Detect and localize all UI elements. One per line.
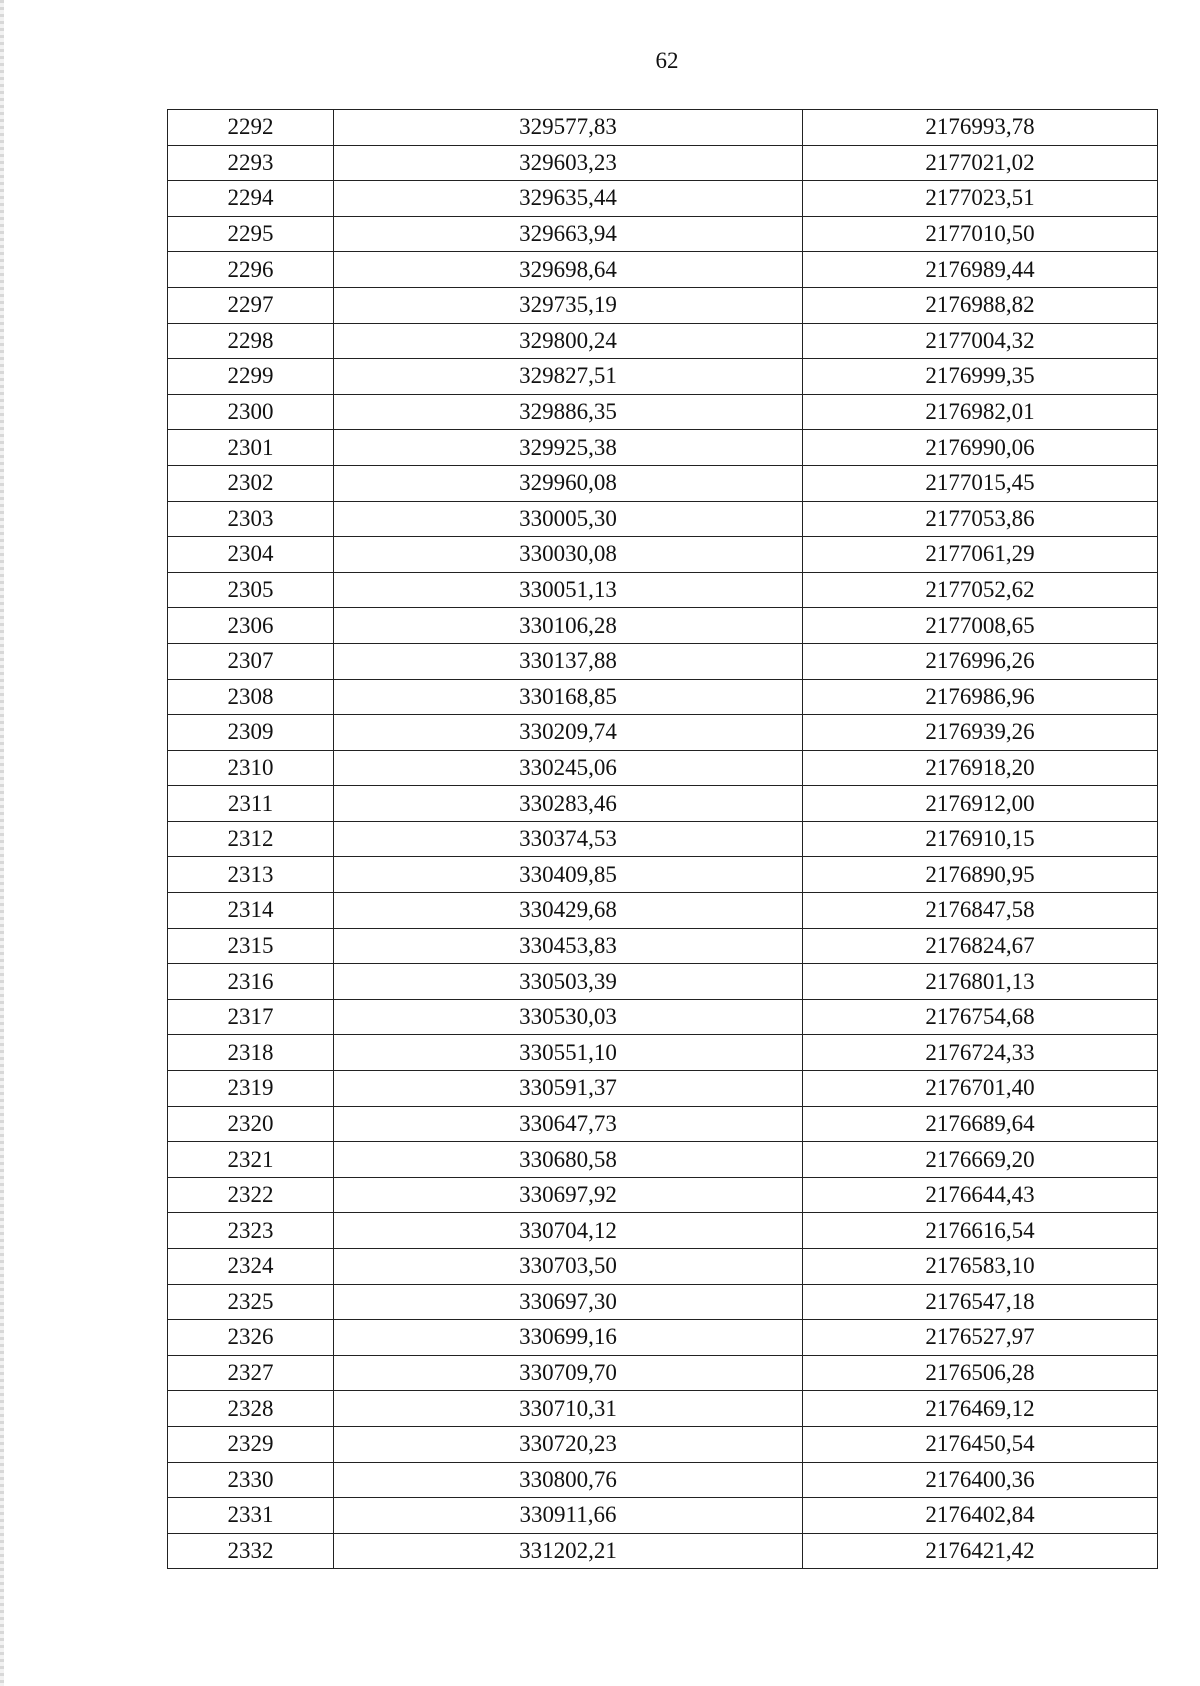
point-number-cell: 2314 — [168, 893, 334, 929]
table-row — [168, 501, 1158, 537]
x-coordinate-cell: 330699,16 — [334, 1320, 803, 1356]
point-number-cell: 2329 — [168, 1426, 334, 1462]
x-coordinate-cell: 330680,58 — [334, 1142, 803, 1178]
coordinates-table-body — [168, 110, 1158, 1569]
x-coordinate-cell: 330591,37 — [334, 1071, 803, 1107]
point-number-cell: 2298 — [168, 323, 334, 359]
x-coordinate-cell: 330530,03 — [334, 999, 803, 1035]
x-coordinate-cell: 329886,35 — [334, 394, 803, 430]
x-coordinate-cell: 330697,30 — [334, 1284, 803, 1320]
table-row — [168, 216, 1158, 252]
y-coordinate-cell: 2176989,44 — [803, 252, 1158, 288]
y-coordinate-cell: 2176996,26 — [803, 643, 1158, 679]
point-number-cell: 2326 — [168, 1320, 334, 1356]
y-coordinate-cell: 2176421,42 — [803, 1533, 1158, 1569]
x-coordinate-cell: 329663,94 — [334, 216, 803, 252]
x-coordinate-cell: 330503,39 — [334, 964, 803, 1000]
table-row — [168, 857, 1158, 893]
point-number-cell: 2309 — [168, 715, 334, 751]
point-number-cell: 2330 — [168, 1462, 334, 1498]
scan-edge — [0, 0, 4, 1686]
x-coordinate-cell: 329603,23 — [334, 145, 803, 181]
y-coordinate-cell: 2176990,06 — [803, 430, 1158, 466]
table-row — [168, 608, 1158, 644]
y-coordinate-cell: 2176910,15 — [803, 821, 1158, 857]
table-row — [168, 1355, 1158, 1391]
y-coordinate-cell: 2176912,00 — [803, 786, 1158, 822]
y-coordinate-cell: 2176724,33 — [803, 1035, 1158, 1071]
y-coordinate-cell: 2176506,28 — [803, 1355, 1158, 1391]
x-coordinate-cell: 330703,50 — [334, 1249, 803, 1285]
point-number-cell: 2297 — [168, 287, 334, 323]
table-row — [168, 1142, 1158, 1178]
y-coordinate-cell: 2177052,62 — [803, 572, 1158, 608]
table-row — [168, 1177, 1158, 1213]
y-coordinate-cell: 2177061,29 — [803, 537, 1158, 573]
y-coordinate-cell: 2176982,01 — [803, 394, 1158, 430]
x-coordinate-cell: 330710,31 — [334, 1391, 803, 1427]
x-coordinate-cell: 330374,53 — [334, 821, 803, 857]
table-row — [168, 359, 1158, 395]
y-coordinate-cell: 2176993,78 — [803, 110, 1158, 146]
table-row — [168, 1071, 1158, 1107]
table-row — [168, 679, 1158, 715]
table-row — [168, 999, 1158, 1035]
table-row — [168, 430, 1158, 466]
y-coordinate-cell: 2176400,36 — [803, 1462, 1158, 1498]
x-coordinate-cell: 329827,51 — [334, 359, 803, 395]
point-number-cell: 2300 — [168, 394, 334, 430]
table-row — [168, 1106, 1158, 1142]
x-coordinate-cell: 329577,83 — [334, 110, 803, 146]
point-number-cell: 2313 — [168, 857, 334, 893]
table-row — [168, 1249, 1158, 1285]
y-coordinate-cell: 2177023,51 — [803, 181, 1158, 217]
x-coordinate-cell: 329698,64 — [334, 252, 803, 288]
point-number-cell: 2327 — [168, 1355, 334, 1391]
table-row — [168, 715, 1158, 751]
y-coordinate-cell: 2176450,54 — [803, 1426, 1158, 1462]
point-number-cell: 2303 — [168, 501, 334, 537]
y-coordinate-cell: 2177053,86 — [803, 501, 1158, 537]
table-row — [168, 1035, 1158, 1071]
page-number: 62 — [655, 48, 679, 73]
point-number-cell: 2332 — [168, 1533, 334, 1569]
y-coordinate-cell: 2176547,18 — [803, 1284, 1158, 1320]
point-number-cell: 2310 — [168, 750, 334, 786]
y-coordinate-cell: 2177015,45 — [803, 465, 1158, 501]
x-coordinate-cell: 329925,38 — [334, 430, 803, 466]
table-row — [168, 572, 1158, 608]
x-coordinate-cell: 330005,30 — [334, 501, 803, 537]
point-number-cell: 2317 — [168, 999, 334, 1035]
point-number-cell: 2301 — [168, 430, 334, 466]
table-row — [168, 821, 1158, 857]
x-coordinate-cell: 330551,10 — [334, 1035, 803, 1071]
table-row — [168, 287, 1158, 323]
x-coordinate-cell: 330429,68 — [334, 893, 803, 929]
point-number-cell: 2328 — [168, 1391, 334, 1427]
x-coordinate-cell: 330245,06 — [334, 750, 803, 786]
table-row — [168, 1284, 1158, 1320]
x-coordinate-cell: 330709,70 — [334, 1355, 803, 1391]
y-coordinate-cell: 2176918,20 — [803, 750, 1158, 786]
x-coordinate-cell: 330106,28 — [334, 608, 803, 644]
point-number-cell: 2293 — [168, 145, 334, 181]
point-number-cell: 2296 — [168, 252, 334, 288]
y-coordinate-cell: 2176644,43 — [803, 1177, 1158, 1213]
point-number-cell: 2299 — [168, 359, 334, 395]
point-number-cell: 2307 — [168, 643, 334, 679]
table-row — [168, 110, 1158, 146]
table-row — [168, 750, 1158, 786]
x-coordinate-cell: 330030,08 — [334, 537, 803, 573]
table-row — [168, 1533, 1158, 1569]
table-row — [168, 928, 1158, 964]
x-coordinate-cell: 331202,21 — [334, 1533, 803, 1569]
point-number-cell: 2315 — [168, 928, 334, 964]
y-coordinate-cell: 2176469,12 — [803, 1391, 1158, 1427]
y-coordinate-cell: 2176890,95 — [803, 857, 1158, 893]
x-coordinate-cell: 330283,46 — [334, 786, 803, 822]
y-coordinate-cell: 2176527,97 — [803, 1320, 1158, 1356]
point-number-cell: 2316 — [168, 964, 334, 1000]
x-coordinate-cell: 330704,12 — [334, 1213, 803, 1249]
table-row — [168, 1462, 1158, 1498]
x-coordinate-cell: 329735,19 — [334, 287, 803, 323]
y-coordinate-cell: 2176616,54 — [803, 1213, 1158, 1249]
table-row — [168, 1498, 1158, 1534]
table-row — [168, 145, 1158, 181]
point-number-cell: 2311 — [168, 786, 334, 822]
table-row — [168, 537, 1158, 573]
x-coordinate-cell: 330051,13 — [334, 572, 803, 608]
y-coordinate-cell: 2176701,40 — [803, 1071, 1158, 1107]
point-number-cell: 2306 — [168, 608, 334, 644]
table-row — [168, 394, 1158, 430]
y-coordinate-cell: 2177004,32 — [803, 323, 1158, 359]
point-number-cell: 2295 — [168, 216, 334, 252]
point-number-cell: 2294 — [168, 181, 334, 217]
x-coordinate-cell: 330137,88 — [334, 643, 803, 679]
table-row — [168, 964, 1158, 1000]
y-coordinate-cell: 2176986,96 — [803, 679, 1158, 715]
point-number-cell: 2323 — [168, 1213, 334, 1249]
y-coordinate-cell: 2176689,64 — [803, 1106, 1158, 1142]
y-coordinate-cell: 2176754,68 — [803, 999, 1158, 1035]
y-coordinate-cell: 2177008,65 — [803, 608, 1158, 644]
x-coordinate-cell: 330647,73 — [334, 1106, 803, 1142]
table-row — [168, 323, 1158, 359]
y-coordinate-cell: 2177010,50 — [803, 216, 1158, 252]
point-number-cell: 2312 — [168, 821, 334, 857]
table-row — [168, 1391, 1158, 1427]
point-number-cell: 2322 — [168, 1177, 334, 1213]
x-coordinate-cell: 329960,08 — [334, 465, 803, 501]
point-number-cell: 2324 — [168, 1249, 334, 1285]
point-number-cell: 2318 — [168, 1035, 334, 1071]
point-number-cell: 2320 — [168, 1106, 334, 1142]
x-coordinate-cell: 330911,66 — [334, 1498, 803, 1534]
x-coordinate-cell: 330720,23 — [334, 1426, 803, 1462]
x-coordinate-cell: 330168,85 — [334, 679, 803, 715]
x-coordinate-cell: 329800,24 — [334, 323, 803, 359]
table-row — [168, 1320, 1158, 1356]
point-number-cell: 2304 — [168, 537, 334, 573]
point-number-cell: 2308 — [168, 679, 334, 715]
point-number-cell: 2305 — [168, 572, 334, 608]
coordinates-table — [167, 109, 1158, 1569]
y-coordinate-cell: 2176824,67 — [803, 928, 1158, 964]
y-coordinate-cell: 2176999,35 — [803, 359, 1158, 395]
table-row — [168, 181, 1158, 217]
table-row — [168, 893, 1158, 929]
point-number-cell: 2321 — [168, 1142, 334, 1178]
x-coordinate-cell: 330800,76 — [334, 1462, 803, 1498]
y-coordinate-cell: 2176669,20 — [803, 1142, 1158, 1178]
y-coordinate-cell: 2177021,02 — [803, 145, 1158, 181]
table-row — [168, 786, 1158, 822]
x-coordinate-cell: 330409,85 — [334, 857, 803, 893]
y-coordinate-cell: 2176583,10 — [803, 1249, 1158, 1285]
y-coordinate-cell: 2176939,26 — [803, 715, 1158, 751]
x-coordinate-cell: 330453,83 — [334, 928, 803, 964]
x-coordinate-cell: 330209,74 — [334, 715, 803, 751]
table-row — [168, 252, 1158, 288]
table-row — [168, 465, 1158, 501]
y-coordinate-cell: 2176847,58 — [803, 893, 1158, 929]
table-row — [168, 643, 1158, 679]
point-number-cell: 2319 — [168, 1071, 334, 1107]
point-number-cell: 2302 — [168, 465, 334, 501]
y-coordinate-cell: 2176801,13 — [803, 964, 1158, 1000]
point-number-cell: 2325 — [168, 1284, 334, 1320]
table-row — [168, 1426, 1158, 1462]
x-coordinate-cell: 329635,44 — [334, 181, 803, 217]
y-coordinate-cell: 2176402,84 — [803, 1498, 1158, 1534]
point-number-cell: 2292 — [168, 110, 334, 146]
point-number-cell: 2331 — [168, 1498, 334, 1534]
table-row — [168, 1213, 1158, 1249]
x-coordinate-cell: 330697,92 — [334, 1177, 803, 1213]
y-coordinate-cell: 2176988,82 — [803, 287, 1158, 323]
